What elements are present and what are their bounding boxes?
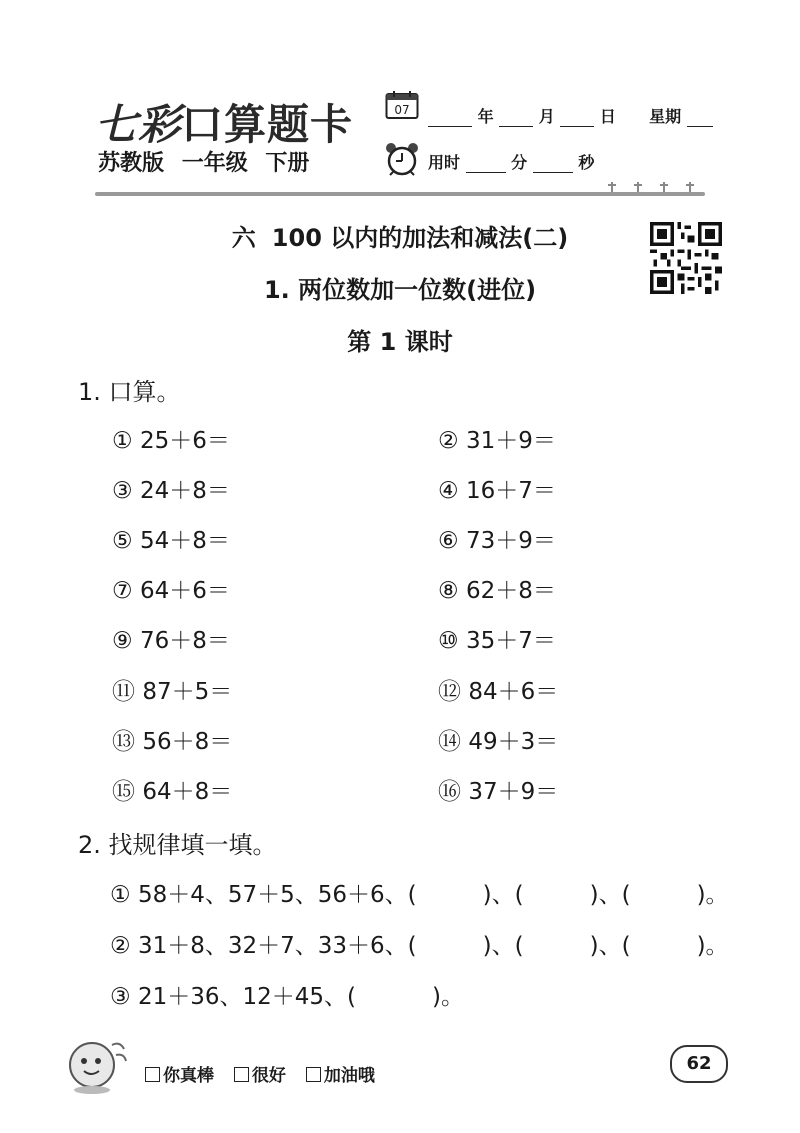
problem-4[interactable] [438,472,556,505]
seconds-label: 秒 [578,153,595,172]
problem-expression: 87＋5＝ [142,679,233,705]
brand-main-text: 口算题卡 [181,100,354,149]
edition-label: 苏教版 [98,151,165,176]
problem-3[interactable] [112,472,230,505]
page-number: 62 [670,1045,728,1083]
problem-expression: 64＋8＝ [142,779,233,805]
problem-6[interactable] [438,522,556,555]
problem-number: ⑥ [438,528,459,554]
unit-number: 六 [231,224,256,252]
weekday-label: 星期 [649,107,682,126]
checkbox-icon[interactable] [145,1067,160,1082]
problem-number: ② [438,428,459,454]
qr-code-icon[interactable] [650,222,722,294]
problem-number: ⑯ [438,779,461,805]
year-label: 年 [477,107,494,126]
problem-expression: 64＋6＝ [139,578,230,604]
time-fill-row [428,150,594,173]
given-terms: 31＋8、32＋7、33＋6、 [137,933,408,959]
problem-expression: 37＋9＝ [468,779,559,805]
month-label: 月 [538,107,555,126]
brand-title [95,92,353,152]
brand-art-text: 七彩 [95,100,182,149]
problem-number: ① [112,428,133,454]
calendar-icon [385,90,419,120]
problem-11[interactable] [112,673,232,706]
given-terms: 58＋4、57＋5、56＋6、 [137,882,408,908]
checkbox-icon[interactable] [306,1067,321,1082]
problem-expression: 25＋6＝ [139,428,230,454]
answer-blank-3[interactable]: ( ) [621,933,706,959]
problem-number: ④ [438,478,459,504]
weekday-blank[interactable] [687,110,713,127]
answer-blank-3[interactable]: ( ) [621,882,706,908]
option-keep-going[interactable]: 加油哦 [306,1066,375,1086]
problem-expression: 49＋3＝ [468,729,559,755]
problem-number: ⑭ [438,729,461,755]
day-blank[interactable] [560,110,594,127]
problem-expression: 76＋8＝ [139,628,230,654]
lesson-title: 1. 两位数加一位数(进位) [263,276,537,304]
problem-5[interactable] [112,522,230,555]
checkbox-icon[interactable] [234,1067,249,1082]
problem-expression: 54＋8＝ [139,528,230,554]
problem-expression: 35＋7＝ [465,628,556,654]
seconds-blank[interactable] [533,156,573,173]
year-blank[interactable] [428,110,472,127]
problem-10[interactable] [438,622,556,655]
answer-blank-1[interactable]: ( ) [347,984,441,1010]
section1-heading: 1. 口算。 [78,378,181,406]
problem-expression: 84＋6＝ [468,679,559,705]
problem-2[interactable] [438,422,556,455]
day-label: 日 [599,107,616,126]
pattern-line-1: ① 58＋4、57＋5、56＋6、( )、( )、( )。 [110,882,729,908]
decorative-ticks-icon [604,180,704,194]
edition-line [98,146,309,177]
answer-blank-1[interactable]: ( ) [407,882,492,908]
answer-blank-1[interactable]: ( ) [407,933,492,959]
option-good[interactable]: 很好 [234,1066,286,1086]
alarm-clock-icon [383,142,421,176]
problem-13[interactable] [112,723,232,756]
line-number: ③ [110,984,131,1010]
problem-1[interactable] [112,422,230,455]
grade-label: 一年级 [181,151,248,176]
problem-expression: 31＋9＝ [465,428,556,454]
problem-expression: 16＋7＝ [465,478,556,504]
unit-name: 100 以内的加法和减法(二) [271,224,569,252]
problem-number: ⑪ [112,679,135,705]
problem-9[interactable] [112,622,230,655]
problem-number: ⑧ [438,578,459,604]
minutes-label: 分 [511,153,528,172]
problem-number: ⑩ [438,628,459,654]
time-used-label: 用时 [428,153,461,172]
period-title: 第 1 课时 [347,328,453,356]
pattern-line-3: ③ 21＋36、12＋45、( )。 [110,984,464,1010]
problem-number: ⑮ [112,779,135,805]
problem-expression: 24＋8＝ [139,478,230,504]
problem-expression: 62＋8＝ [465,578,556,604]
volume-label: 下册 [265,151,310,176]
answer-blank-2[interactable]: ( ) [514,882,599,908]
option-great[interactable]: 你真棒 [145,1066,214,1086]
problem-number: ⑦ [112,578,133,604]
problem-number: ⑨ [112,628,133,654]
problem-7[interactable] [112,572,230,605]
line-number: ① [110,882,131,908]
month-blank[interactable] [499,110,533,127]
problem-expression: 56＋8＝ [142,729,233,755]
mascot-icon [62,1035,132,1095]
given-terms: 21＋36、12＋45、 [137,984,348,1010]
problem-expression: 73＋9＝ [465,528,556,554]
problem-number: ⑤ [112,528,133,554]
self-evaluation [145,1061,389,1086]
problem-number: ⑫ [438,679,461,705]
problem-15[interactable] [112,773,232,806]
line-number: ② [110,933,131,959]
problem-12[interactable] [438,673,558,706]
problem-14[interactable] [438,723,558,756]
pattern-line-2: ② 31＋8、32＋7、33＋6、( )、( )、( )。 [110,933,729,959]
problem-number: ③ [112,478,133,504]
problem-8[interactable] [438,572,556,605]
problem-number: ⑬ [112,729,135,755]
section2-heading: 2. 找规律填一填。 [78,831,277,859]
calendar-day-text: 07 [394,103,410,117]
minutes-blank[interactable] [466,156,506,173]
answer-blank-2[interactable]: ( ) [514,933,599,959]
date-fill-row [428,104,713,127]
problem-16[interactable] [438,773,558,806]
